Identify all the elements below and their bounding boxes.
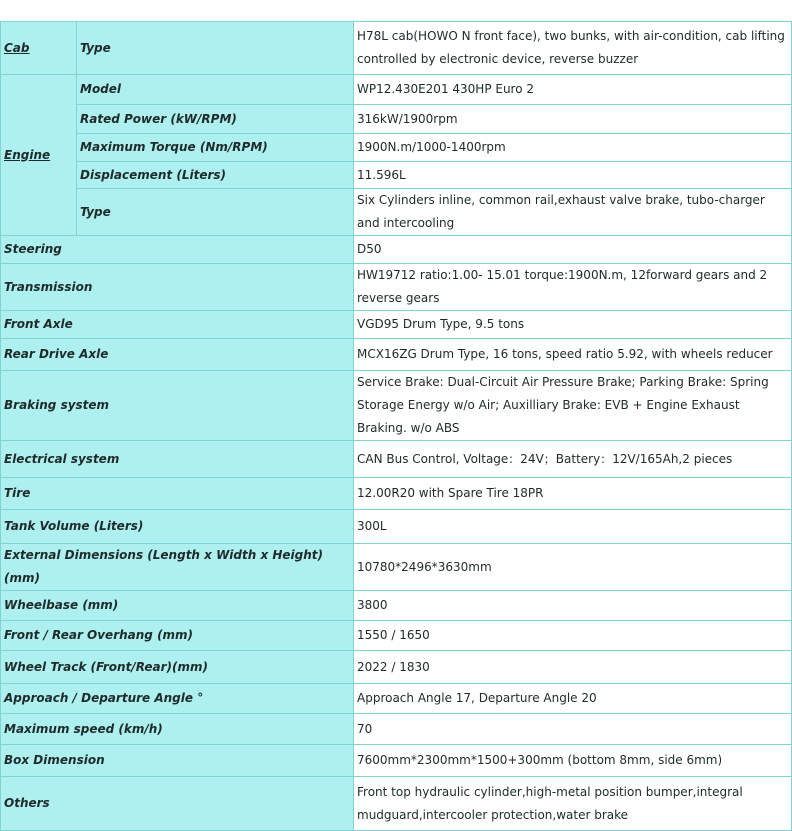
row-label: Electrical system [1, 441, 354, 478]
row-value: 3800 [354, 591, 792, 621]
row-label: Steering [1, 236, 354, 264]
row-value: 300L [354, 510, 792, 544]
row-value: Front top hydraulic cylinder,high-metal position bumper,integral mudguard,intercooler protection,water brake [354, 777, 792, 831]
row-label: Others [1, 777, 354, 831]
table-row [1, 544, 792, 591]
table-row [1, 339, 792, 371]
row-value: WP12.430E201 430HP Euro 2 [354, 75, 792, 105]
table-row [1, 591, 792, 621]
row-value: D50 [354, 236, 792, 264]
table-row [1, 264, 792, 311]
group-label-cab: Cab [1, 22, 77, 75]
group-label-engine: Engine [1, 75, 77, 236]
table-row [1, 651, 792, 684]
row-value: HW19712 ratio:1.00- 15.01 torque:1900N.m, 12forward gears and 2 reverse gears [354, 264, 792, 311]
spec-table [0, 21, 792, 831]
row-value: Six Cylinders inline, common rail,exhaust valve brake, tubo-charger and intercooling [354, 189, 792, 236]
table-row [1, 236, 792, 264]
row-label: External Dimensions (Length x Width x Height)(mm) [1, 544, 354, 591]
row-value: H78L cab(HOWO N front face), two bunks, with air-condition, cab lifting controlled by electronic device, reverse buzzer [354, 22, 792, 75]
table-row [1, 510, 792, 544]
table-row [1, 75, 792, 105]
row-label: Front / Rear Overhang (mm) [1, 621, 354, 651]
row-label: Rear Drive Axle [1, 339, 354, 371]
row-label: Maximum speed (km/h) [1, 714, 354, 745]
row-value: VGD95 Drum Type, 9.5 tons [354, 311, 792, 339]
row-value: Approach Angle 17, Departure Angle 20 [354, 684, 792, 714]
row-label: Tank Volume (Liters) [1, 510, 354, 544]
row-label: Type [77, 22, 354, 75]
row-value: 316kW/1900rpm [354, 105, 792, 134]
row-label: Tire [1, 478, 354, 510]
row-value: MCX16ZG Drum Type, 16 tons, speed ratio 5.92, with wheels reducer [354, 339, 792, 371]
table-row [1, 478, 792, 510]
row-label: Wheelbase (mm) [1, 591, 354, 621]
row-label: Approach / Departure Angle ° [1, 684, 354, 714]
row-value: 11.596L [354, 162, 792, 189]
row-label: Rated Power (kW/RPM) [77, 105, 354, 134]
row-value: 10780*2496*3630mm [354, 544, 792, 591]
table-row [1, 441, 792, 478]
row-label: Transmission [1, 264, 354, 311]
row-label: Box Dimension [1, 745, 354, 777]
row-value: 70 [354, 714, 792, 745]
table-row [1, 714, 792, 745]
row-value: 7600mm*2300mm*1500+300mm (bottom 8mm, side 6mm) [354, 745, 792, 777]
row-value: 1900N.m/1000-1400rpm [354, 134, 792, 162]
table-row [1, 162, 792, 189]
row-value: 1550 / 1650 [354, 621, 792, 651]
row-label: Wheel Track (Front/Rear)(mm) [1, 651, 354, 684]
row-value: CAN Bus Control, Voltage：24V；Battery：12V/165Ah,2 pieces [354, 441, 792, 478]
row-label: Type [77, 189, 354, 236]
row-value: 12.00R20 with Spare Tire 18PR [354, 478, 792, 510]
row-label: Front Axle [1, 311, 354, 339]
table-row [1, 311, 792, 339]
table-row [1, 684, 792, 714]
table-row [1, 189, 792, 236]
table-row [1, 745, 792, 777]
table-row [1, 777, 792, 831]
table-row [1, 621, 792, 651]
table-row [1, 371, 792, 441]
row-label: Model [77, 75, 354, 105]
row-label: Maximum Torque (Nm/RPM) [77, 134, 354, 162]
table-row [1, 22, 792, 75]
row-value: Service Brake: Dual-Circuit Air Pressure Brake; Parking Brake: Spring Storage Energy w/o Air; Auxilliary Brake: EVB + Engine Exhaust Braking. w/o ABS [354, 371, 792, 441]
table-row [1, 105, 792, 134]
row-label: Displacement (Liters) [77, 162, 354, 189]
row-value: 2022 / 1830 [354, 651, 792, 684]
row-label: Braking system [1, 371, 354, 441]
table-row [1, 134, 792, 162]
